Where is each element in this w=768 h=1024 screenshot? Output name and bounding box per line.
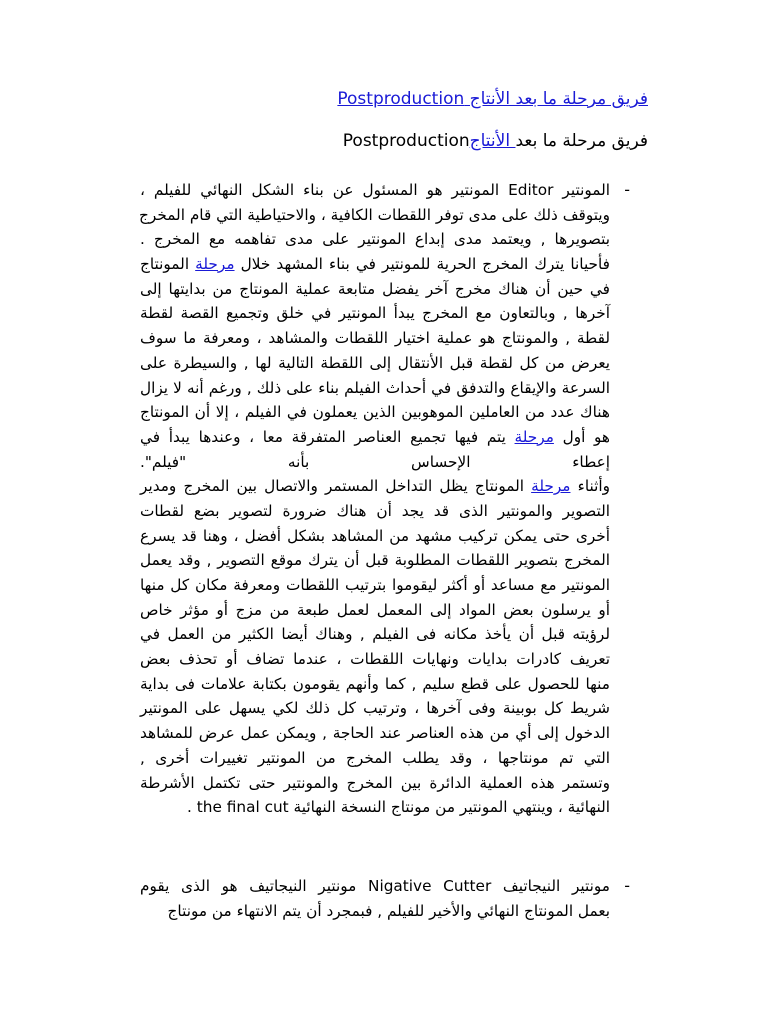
text-span: السرعة والإيقاع والتدفق في أحداث الفيلم بناء على ذلك , ورغم أنه لا يزال	[140, 378, 610, 397]
text-span: لقطة , والمونتاج هو عملية اختيار اللقطات والمشاهد ، ومعرفة ما سوف	[140, 329, 610, 348]
subtitle	[343, 128, 648, 154]
text-line	[140, 721, 610, 746]
text-line	[140, 400, 610, 425]
text-span: آخرها , وبالتعاون مع المخرج يبدأ المونتير في خلق وتجميع القصة لقطة	[140, 304, 610, 323]
text-line	[140, 795, 610, 820]
text-span: بعمل المونتاج النهائي والأخير للفيلم , فبمجرد أن يتم الانتهاء من مونتاج	[167, 901, 610, 920]
text-span: التي تم مونتاجها ، وقد يطلب المخرج من المونتير تغييرات أخرى ,	[140, 748, 610, 767]
text-span: المونتاج	[140, 255, 196, 274]
list-bullet: -	[624, 876, 630, 895]
inline-link[interactable]: مرحلة	[195, 255, 235, 274]
text-span: وأثناء	[570, 477, 610, 496]
text-span: الدخول إلى أي من هذه العناصر عند الحاجة , ويمكن عمل عرض للمشاهد	[140, 724, 610, 743]
text-line	[140, 899, 610, 924]
text-line	[140, 573, 610, 598]
text-span: المونتاج يظل التداخل المستمر والاتصال بين المخرج ومدير	[140, 477, 532, 496]
text-line	[140, 771, 610, 796]
subtitle-latin: Postproduction	[342, 131, 470, 151]
text-span: يتم فيها تجميع العناصر المتفرقة معا ، وعندها يبدأ في	[140, 427, 515, 446]
text-span: مونتير النيجاتيف Nigative Cutter مونتير النيجاتيف هو الذى يقوم	[140, 877, 610, 895]
text-span: وتستمر هذه العملية الدائرة بين المخرج والمونتير حتى تكتمل الأشرطة	[140, 773, 610, 792]
text-line	[140, 376, 610, 401]
text-line	[140, 450, 610, 475]
text-line	[140, 672, 610, 697]
text-line	[140, 277, 610, 302]
text-span: بتصويرها , ويعتمد مدى إبداع المونتير على مدى تفاهمه مع المخرج .	[140, 230, 610, 249]
text-span: تعريف كادرات بدايات ونهايات اللقطات ، عندما تضاف أو تحذف بعض	[140, 650, 610, 669]
text-span: منها للحصول على قطع سليم , كما وأنهم يقومون بكتابة علامات فى بداية	[140, 674, 610, 693]
text-span: فأحيانا يترك المخرج الحرية للمونتير في بناء المشهد خلال	[234, 255, 610, 274]
text-line	[140, 647, 610, 672]
text-span: ويتوقف ذلك على مدى توفر اللقطات الكافية ، والاحتياطية التي قام المخرج	[139, 205, 610, 224]
text-line	[140, 874, 610, 899]
text-line	[140, 178, 610, 203]
text-span: في حين أن هناك مخرج آخر يفضل متابعة عملية المونتاج من بدايتها إلى	[140, 279, 610, 298]
text-line	[140, 326, 610, 351]
text-span: هو أول	[553, 427, 610, 446]
text-line	[140, 696, 610, 721]
text-line	[140, 425, 610, 450]
text-line	[140, 474, 610, 499]
text-span: المخرج بتصوير اللقطات المطلوبة قبل أن يترك موقع التصوير , وقد يعمل	[140, 551, 610, 570]
text-span: أخرى حتى يمكن تركيب مشهد من المشاهد بشكل أفضل ، وهنا قد يسرع	[140, 526, 610, 545]
text-span: إعطاء الإحساس بأنه "فيلم".	[140, 452, 610, 471]
list-bullet: -	[624, 180, 630, 199]
text-line	[140, 499, 610, 524]
text-span: التصوير والمونتير الذى قد يجد أن هناك ضرورة لتصوير بضع لقطات	[140, 501, 610, 520]
inline-link[interactable]: مرحلة	[514, 427, 554, 446]
subtitle-text: فريق مرحلة ما بعد	[515, 131, 648, 151]
text-span: شريط كل بوبينة وفى آخرها ، وترتيب كل ذلك لكي يسهل على المونتير	[140, 699, 610, 718]
title-link[interactable]: فريق مرحلة ما بعد الأنتاج Postproduction	[337, 89, 648, 109]
text-line	[140, 548, 610, 573]
text-line	[140, 203, 610, 228]
text-line	[140, 351, 610, 376]
text-span: المونتير مع مساعد أو أكثر ليقوموا بترتيب اللقطات ومعرفة مكان كل منها	[140, 576, 610, 594]
subtitle-link[interactable]: الأنتاج	[469, 131, 516, 151]
text-line	[140, 746, 610, 771]
text-span: أو يرسلون بعض المواد إلى المعمل لعمل طبعة من مزج أو مؤثر خاص	[140, 600, 610, 619]
text-span: يعرض من كل لقطة قبل الأنتقال إلى اللقطة التالية لها , والسيطرة على	[140, 353, 610, 372]
text-line	[140, 598, 610, 623]
text-line	[140, 301, 610, 326]
editor-paragraph	[140, 178, 610, 820]
text-span: المونتير Editor المونتير هو المسئول عن بناء الشكل النهائي للفيلم ،	[140, 181, 611, 199]
text-span: لرؤيته قبل أن يأخذ مكانه فى الفيلم , وهناك أيضا الكثير من العمل في	[140, 625, 610, 644]
text-line	[140, 524, 610, 549]
text-line	[140, 622, 610, 647]
text-span: هناك عدد من العاملين الموهوبين الذين يعملون في الفيلم ، إلا أن المونتاج	[140, 403, 610, 422]
inline-link[interactable]: مرحلة	[531, 477, 571, 496]
page-title	[337, 86, 648, 112]
negative-cutter-paragraph	[140, 874, 610, 923]
text-line	[140, 252, 610, 277]
text-line	[140, 227, 610, 252]
text-span: النهائية ، وينتهي المونتير من مونتاج النسخة النهائية the final cut .	[187, 798, 610, 817]
